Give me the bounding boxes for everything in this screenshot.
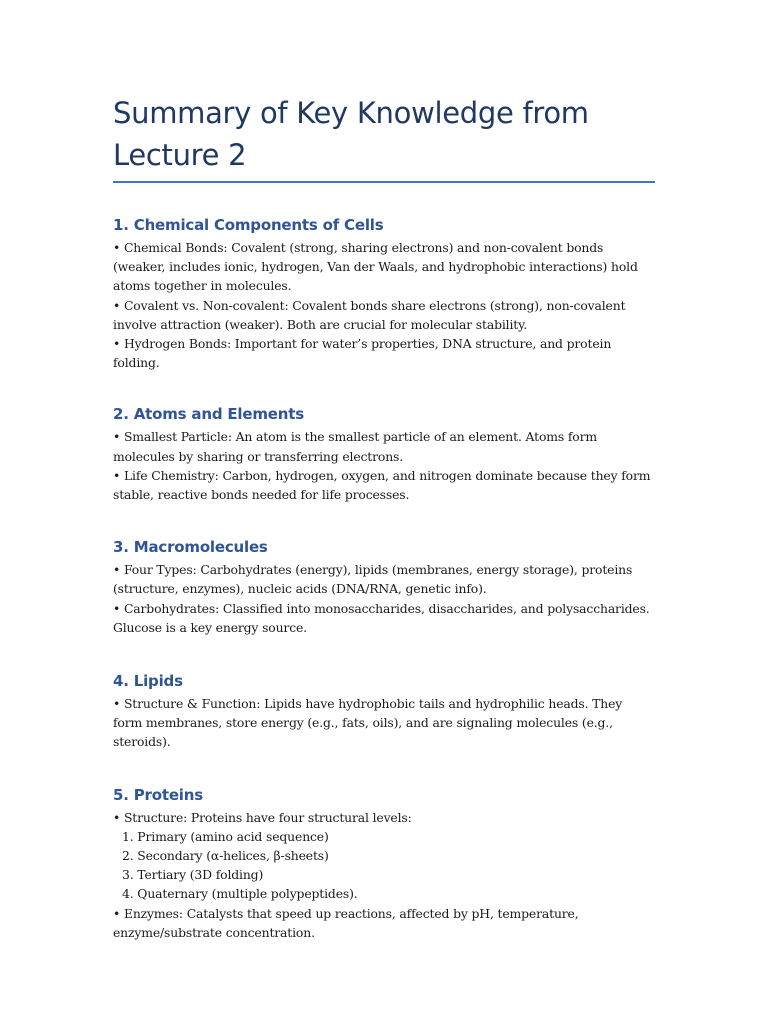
document-title: Summary of Key Knowledge from Lecture 2 <box>113 96 589 172</box>
bullet-life-chemistry: • Life Chemistry: Carbon, hydrogen, oxygen, and nitrogen dominate because they form stable, reactive bonds needed for life processes. <box>113 467 651 503</box>
list-item: 1. Primary (amino acid sequence) <box>122 828 329 844</box>
list-item: 3. Tertiary (3D folding) <box>122 867 264 883</box>
bullet-covalent-vs-noncovalent: • Covalent vs. Non-covalent: Covalent bonds share electrons (strong), non-covalent involve attraction (weaker). Both are crucial for molecular stability. <box>113 297 626 332</box>
bullet-chemical-bonds: • Chemical Bonds: Covalent (strong, sharing electrons) and non-covalent bonds (weaker, includes ionic, hydrogen, Van der Waals, and hydrophobic interactions) hold atoms together in molecules. <box>113 240 638 294</box>
list-item: 2. Secondary (α-helices, β-sheets) <box>122 848 329 864</box>
section-proteins <box>113 785 655 942</box>
section-heading: 5. Proteins <box>113 785 203 804</box>
bullet-enzymes: • Enzymes: Catalysts that speed up reactions, affected by pH, temperature, enzyme/substrate concentration. <box>113 905 579 940</box>
bullet-four-types: • Four Types: Carbohydrates (energy), lipids (membranes, energy storage), proteins (structure, enzymes), nucleic acids (DNA/RNA, genetic info). <box>113 562 633 597</box>
bullet-protein-structure: • Structure: Proteins have four structural levels: <box>113 809 412 825</box>
bullet-hydrogen-bonds: • Hydrogen Bonds: Important for water’s properties, DNA structure, and protein folding. <box>113 336 612 371</box>
section-chemical-components <box>113 215 655 372</box>
title-underline <box>113 181 655 183</box>
section-heading: 4. Lipids <box>113 672 183 691</box>
bullet-structure-function: • Structure & Function: Lipids have hydrophobic tails and hydrophilic heads. They form membranes, store energy (e.g., fats, oils), and are signaling molecules (e.g., steroids). <box>113 696 623 750</box>
document-page <box>113 92 655 942</box>
list-item: 4. Quaternary (multiple polypeptides). <box>122 886 358 902</box>
section-macromolecules <box>113 537 655 637</box>
section-heading: 2. Atoms and Elements <box>113 405 304 424</box>
bullet-smallest-particle: • Smallest Particle: An atom is the smallest particle of an element. Atoms form molecules by sharing or transferring electrons. <box>113 429 597 464</box>
section-heading: 1. Chemical Components of Cells <box>113 216 384 234</box>
bullet-carbohydrates: • Carbohydrates: Classified into monosaccharides, disaccharides, and polysaccharides. Glucose is a key energy source. <box>113 600 650 635</box>
section-lipids <box>113 671 655 752</box>
section-atoms-elements <box>113 404 655 504</box>
section-heading: 3. Macromolecules <box>113 538 268 557</box>
